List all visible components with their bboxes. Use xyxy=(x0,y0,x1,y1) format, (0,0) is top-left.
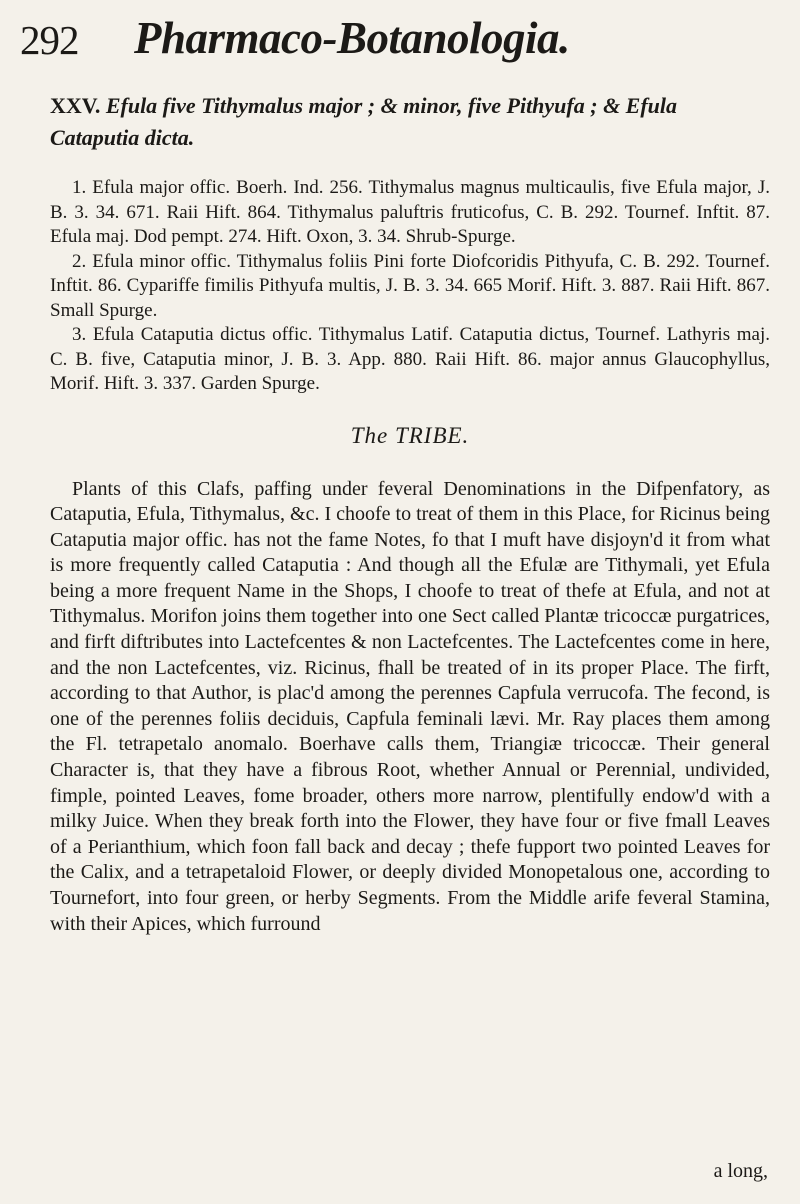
running-title: Pharmaco-Botanologia. xyxy=(134,13,570,63)
synonym-entry-3: 3. Efula Cataputia dictus offic. Tithymalus Latif. Cataputia dictus, Tournef. Lathyris maj. C. B. five, Cataputia minor, J. B. 3. App. 880. Raii Hift. 86. major annus Glaucophyllus, Morif. Hift. 3. 337. Garden Spurge. xyxy=(50,324,770,394)
section-heading-text: Efula five Tithymalus major ; & minor, five Pithyufa ; & Efula Cataputia dicta. xyxy=(50,93,678,150)
section-number: XXV. xyxy=(50,93,101,118)
page-content xyxy=(50,90,770,937)
tribe-paragraph: Plants of this Clafs, paffing under feveral Denominations in the Difpenfatory, as Cataputia, Efula, Tithymalus, &c. I choofe to treat of them in this Place, for Ricinus being Cataputia major offic. has not the fame Notes, fo that I muft have disjoyn'd it from what is more frequently called Cataputia : And though all the Efulæ are Tithymali, yet Efula being a more frequent Name in the Shops, I choofe to treat of thefe at Efula, and not at Tithymalus. Morifon joins them together into one Sect called Plantæ tricoccæ purgatrices, and firft diftributes into Lactefcentes & non Lactefcentes. The Lactefcentes come in here, and the non Lactefcentes, viz. Ricinus, fhall be treated of in its proper Place. The firft, according to that Author, is plac'd among the perennes Capfula verrucofa. The fecond, is one of the perennes foliis deciduis, Capfula feminali lævi. Mr. Ray places them among the Fl. tetrapetalo anomalo. Boerhave calls them, Triangiæ tricoccæ. Their general Character is, that they have a fibrous Root, whether Annual or Perennial, undivided, fimple, pointed Leaves, fome broader, others more narrow, plentifully endow'd with a milky Juice. When they break forth into the Flower, they have four or five fmall Leaves of a Perianthium, which foon fall back and decay ; thefe fupport two pointed Leaves for the Calix, and a tetrapetaloid Flower, or deeply divided Monopetalous one, according to Tournefort, into four green, or herby Segments. From the Middle arife feveral Stamina, with their Apices, which furround xyxy=(50,477,770,935)
synonym-entries xyxy=(50,176,770,397)
page-number: 292 xyxy=(20,17,79,63)
section-heading xyxy=(50,90,770,154)
synonym-entry-1: 1. Efula major offic. Boerh. Ind. 256. Tithymalus magnus multicaulis, five Efula major, J. B. 3. 34. 671. Raii Hift. 864. Tithymalus paluftris fruticofus, C. B. 292. Tournef. Inftit. 87. Efula maj. Dod pempt. 274. Hift. Oxon, 3. 34. Shrub-Spurge. xyxy=(50,177,770,247)
synonym-entry-2: 2. Efula minor offic. Tithymalus foliis Pini forte Diofcoridis Pithyufa, C. B. 292. Tournef. Inftit. 86. Cypariffe fimilis Pithyufa multis, J. B. 3. 34. 665 Morif. Hift. 3. 887. Raii Hift. 867. Small Spurge. xyxy=(50,250,770,321)
catchword: a long, xyxy=(713,1160,768,1182)
tribe-title: The TRIBE. xyxy=(350,422,470,448)
page-header xyxy=(20,10,780,70)
